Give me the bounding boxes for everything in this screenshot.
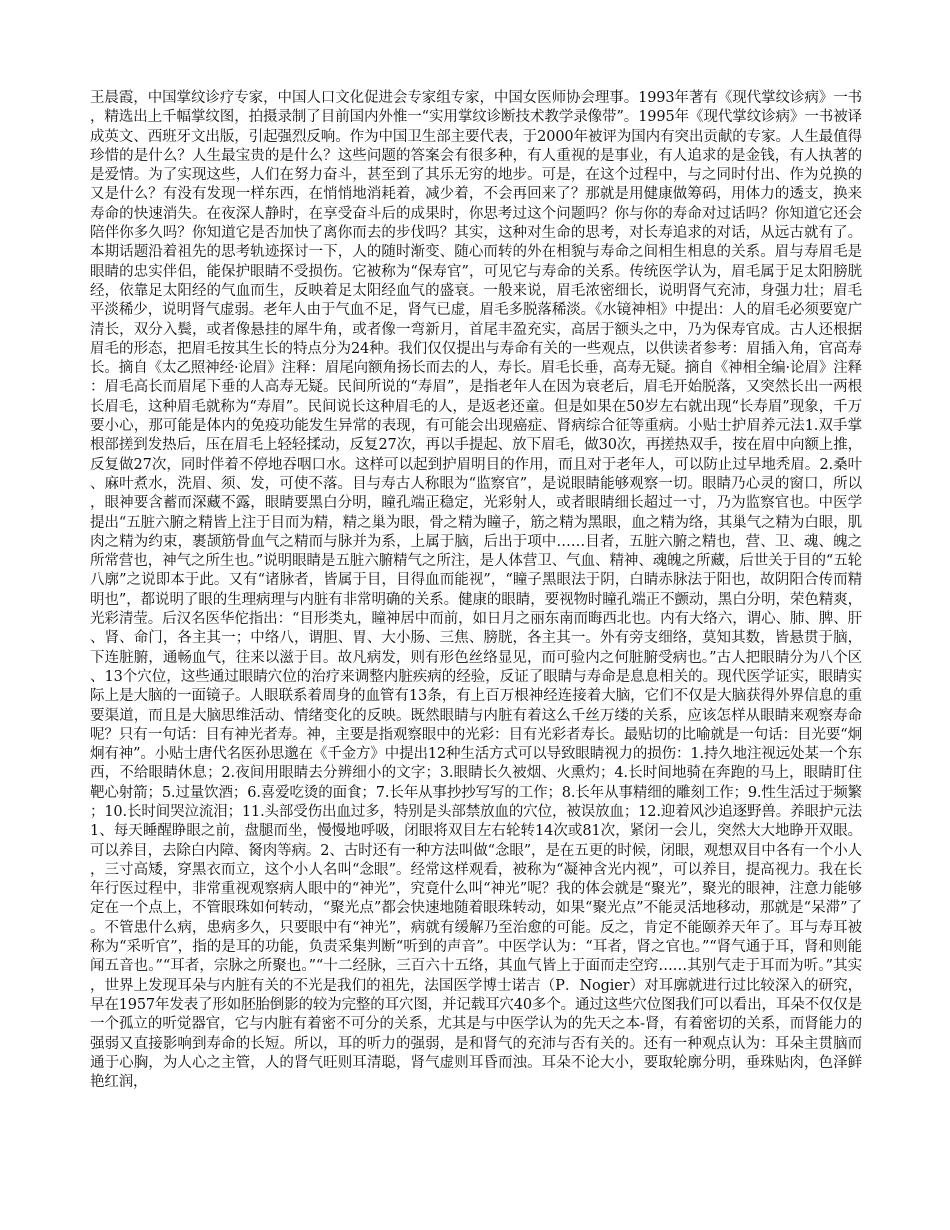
body-paragraph: 王晨霞，中国掌纹诊疗专家，中国人口文化促进会专家组专家，中国女医师协会理事。1993年著有《现代掌纹诊病》一书，精选出上千幅掌纹图，拍摄录制了目前国内外惟一“实用掌纹诊断技术教学录像带”。1995年《现代掌纹诊病》一书被译成英文、西班牙文出版，引起强烈反响。作为中国卫生部主要代表，于2000年被评为国内有突出贡献的专家。人生最值得珍惜的是什么？人生最宝贵的是什么？这些问题的答案会有很多种，有人重视的是事业，有人追求的是金钱，有人执著的是爱情。为了实现这些，人们在努力奋斗，甚至到了其乐无穷的地步。可是，在这个过程中，与之同时付出、作为兑换的又是什么？有没有发现一样东西，在悄悄地消耗着，减少着，不会再回来了？那就是用健康做筹码，用体力的透支，换来寿命的快速消失。在夜深人静时，在享受奋斗后的成果时，你思考过这个问题吗？你与你的寿命对过话吗？你知道它还会陪伴你多久吗？你知道它是否加快了离你而去的步伐吗？其实，这种对生命的思考，对长寿追求的对话，从远古就有了。本期话题沿着祖先的思考轨迹探讨一下，人的随时渐变、随心而转的外在相貌与寿命之间相生相息的关系。眉与寿眉毛是眼睛的忠实伴侣，能保护眼睛不受损伤。它被称为“保寿官”，可见它与寿命的关系。传统医学认为，眉毛属于足太阳膀胱经，依靠足太阳经的气血而生，反映着足太阳经血气的盛衰。一般来说，眉毛浓密细长，说明肾气充沛，身强力壮；眉毛平淡稀少，说明肾气虚弱。老年人由于气血不足，肾气已虚，眉毛多脱落稀淡。《水镜神相》中提出：人的眉毛必须要宽广清长，双分入鬓，或者像悬挂的犀牛角，或者像一弯新月，首尾丰盈充实，高居于额头之中，乃为保寿官成。古人还根据眉毛的形态，把眉毛按其生长的特点分为24种。我们仅仅提出与寿命有关的一些观点，以供读者参考：眉插入角，官高寿长。摘自《太乙照神经·论眉》注释：眉尾向额角扬长而去的人，寿长。眉毛长垂，高寿无疑。摘自《神相全编·论眉》注释：眉毛高长而眉尾下垂的人高寿无疑。民间所说的“寿眉”，是指老年人在因为衰老后，眉毛开始脱落，又突然长出一两根长眉毛，这种眉毛就称为“寿眉”。民间说长这种眉毛的人，是返老还童。但是如果在50岁左右就出现“长寿眉”现象，千万要小心，那可能是体内的免疫功能发生异常的表现，有可能会出现癌症、肾病综合征等重病。小贴士护眉养元法1.双手掌根部搓到发热后，压在眉毛上轻轻揉动，反复27次，再以手提起、放下眉毛，做30次，再搓热双手，按在眉中向额上推，反复做27次，同时伴着不停地吞咽口水。这样可以起到护眉明目的作用，而且对于老年人，可以防止过早地秃眉。2.桑叶、麻叶煮水，洗眉、须、发，可使不落。目与寿古人称眼为“监察官”，是说眼睛能够观察一切。眼睛乃心灵的窗口，所以，眼神要含蓄而深藏不露，眼睛要黑白分明，瞳孔端正稳定，光彩射人，或者眼睛细长超过一寸，乃为监察官也。中医学提出“五脏六腑之精皆上注于目而为精，精之巢为眼，骨之精为瞳子，筋之精为黑眼，血之精为络，其巢气之精为白眼，肌肉之精为约束，裹颉筋骨血气之精而与脉并为系，上属于脑，后出于项中……目者，五脏六腑之精也，营、卫、魂、魄之所常营也，神气之所生也。”说明眼睛是五脏六腑精气之所注，是人体营卫、气血、精神、魂魄之所藏，后世关于目的“五轮八廓”之说即本于此。又有“诸脉者，皆属于目，目得血而能视”，“瞳子黑眼法于阴，白睛赤脉法于阳也，故阴阳合传而精明也”，都说明了眼的生理病理与内脏有非常明确的关系。健康的眼睛，要视物时瞳孔端正不颤动，黑白分明，荣色精爽，光彩清莹。后汉名医华佗指出：“目形类丸，瞳神居中而前，如日月之丽东南而晦西北也。内有大络六，谓心、肺、脾、肝、肾、命门，各主其一；中络八，谓胆、胃、大小肠、三焦、膀胱，各主其一。外有旁支细络，莫知其数，皆悬贯于脑，下连脏腑，通畅血气，往来以滋于目。故凡病发，则有形色丝络显见，而可验内之何脏腑受病也。”古人把眼睛分为八个区、13个穴位，这些通过眼睛穴位的治疗来调整内脏疾病的经验，反证了眼睛与寿命是息息相关的。现代医学证实，眼睛实际上是大脑的一面镜子。人眼联系着周身的血管有13条，有上百万根神经连接着大脑，它们不仅是大脑获得外界信息的重要渠道，而且是大脑思维活动、情绪变化的反映。既然眼睛与内脏有着这么千丝万缕的关系，应该怎样从眼睛来观察寿命呢？只有一句话：目有神光者寿。神，主要是指观察眼中的光彩：目有光彩者寿长。最贴切的比喻就是一句话：目光要“炯炯有神”。小贴士唐代名医孙思邈在《千金方》中提出12种生活方式可以导致眼睛视力的损伤：1.持久地注视远处某一个东西，不给眼睛休息；2.夜间用眼睛去分辨细小的文字；3.眼睛长久被烟、火熏灼；4.长时间地骑在奔跑的马上，眼睛盯住靶心射箭；5.过量饮酒；6.喜爱吃烫的面食；7.长年从事抄抄写写的工作；8.长年从事精细的雕刻工作；9.性生活过于频繁；10.长时间哭泣流泪；11.头部受伤出血过多，特别是头部禁放血的穴位，被误放血；12.迎着风沙追逐野兽。养眼护元法1、每天睡醒睁眼之前，盘腿而坐，慢慢地呼吸，闭眼将双目左右轮转14次或81次，紧闭一会儿，突然大大地睁开双眼。可以养目，去除白内障、胬肉等病。2、古时还有一种方法叫做“念眼”，是在五更的时候，闭眼，观想双目中各有一个小人，三寸高矮，穿黑衣而立，这个小人名叫“念眼”。经常这样观看，被称为“凝神含光内视”，可以养目，提高视力。我在长年行医过程中，非常重视观察病人眼中的“神光”，究竟什么叫“神光”呢？我的体会就是“聚光”，聚光的眼神，注意力能够定在一个点上，不管眼珠如何转动，“聚光点”都会快速地随着眼珠转动，如果“聚光点”不能灵活地移动，那就是“呆滞”了。不管患什么病，患病多久，只要眼中有“神光”，病就有缓解乃至治愈的可能。反之，肯定不能颐养天年了。耳与寿耳被称为“采听官”，指的是耳的功能，负责采集判断“听到的声音”。中医学认为：“耳者，肾之官也。”“肾气通于耳，肾和则能闻五音也。”“耳者，宗脉之所聚也。”“十二经脉，三百六十五络，其血气皆上于面而走空窍……其别气走于耳而为听。”其实，世界上发现耳朵与内脏有关的不光是我们的祖先，法国医学博士诺吉（P．Nogier）对耳廓就进行过比较深入的研究，早在1957年发表了形如胚胎倒影的较为完整的耳穴图，并记载耳穴40多个。通过这些穴位图我们可以看出，耳朵不仅仅是一个孤立的听觉器官，它与内脏有着密不可分的关系，尤其是与中医学认为的先天之本-肾，有着密切的关系，而肾能力的强弱又直接影响到寿命的长短。所以，耳的听力的强弱，是和肾气的充沛与否有关的。还有一种观点认为：耳朵主贯脑而通于心胸，为人心之主管，人的肾气旺则耳清聪，肾气虚则耳昏而浊。耳朵不论大小，要取轮廓分明，垂珠贴肉，色泽鲜艳红润， bbox=[90, 90, 862, 1091]
document-page bbox=[90, 89, 862, 1189]
